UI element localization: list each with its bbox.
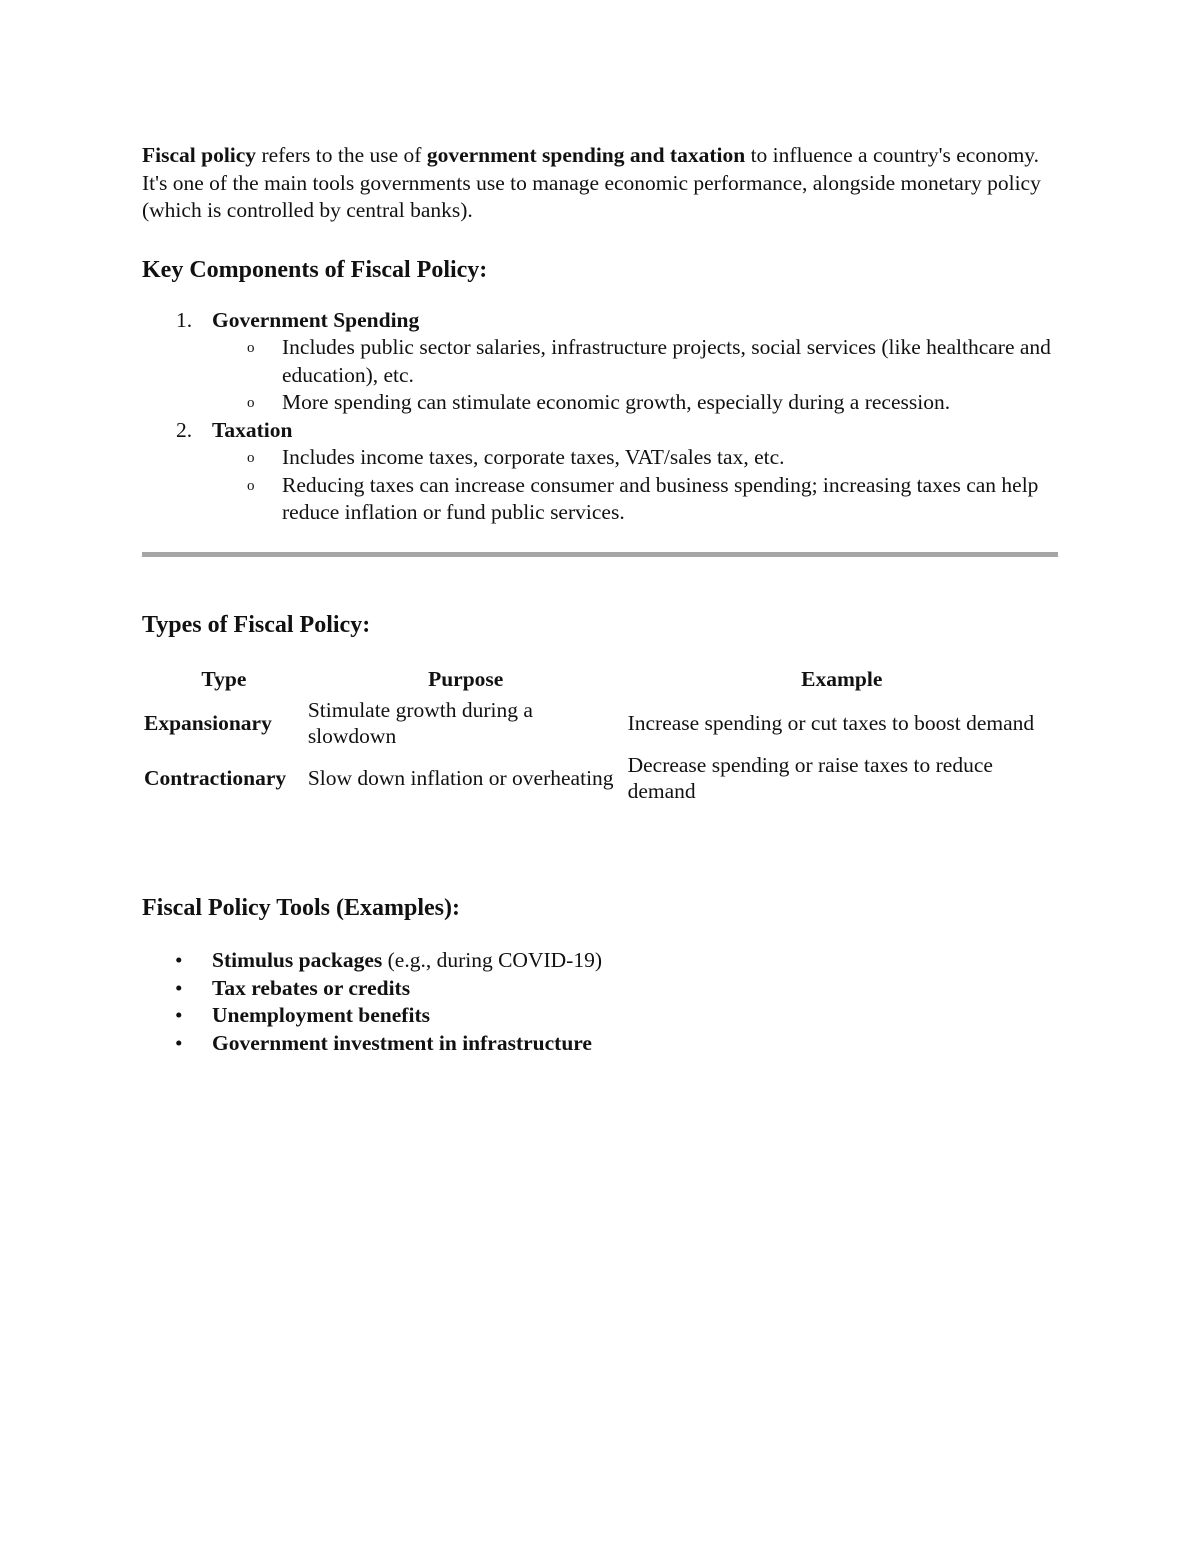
circle-bullet-icon: o [247, 340, 255, 356]
component-point [212, 334, 1058, 389]
circle-bullet-icon: o [247, 477, 255, 494]
component-point [212, 472, 1058, 527]
list-item [142, 1002, 1058, 1030]
bullet-icon: • [175, 948, 183, 972]
intro-paragraph [142, 142, 1058, 225]
horizontal-divider [142, 552, 1058, 557]
bullet-icon: • [175, 975, 183, 1000]
component-number: 1. [176, 307, 193, 332]
purpose-cell: Stimulate growth during a slowdown [307, 698, 533, 748]
types-table [142, 666, 1058, 806]
component-points [212, 334, 1058, 417]
component-point [212, 444, 1058, 472]
column-header-example: Example [801, 667, 883, 691]
table-row [142, 751, 1058, 806]
component-point [212, 389, 1058, 417]
tool-name: Tax rebates or credits [212, 975, 411, 1000]
tool-note: (e.g., during COVID-19) [382, 948, 602, 972]
types-heading: Types of Fiscal Policy: [142, 612, 371, 638]
component-number: 2. [176, 417, 193, 442]
bullet-icon: • [175, 1030, 183, 1055]
intro-text-1: refers to the use of [256, 143, 427, 167]
component-item [142, 307, 1058, 417]
purpose-cell: Slow down inflation or overheating [307, 766, 614, 790]
component-title: Government Spending [212, 307, 420, 332]
intro-emphasis: government spending and taxation [426, 143, 746, 167]
list-item [142, 975, 1058, 1003]
key-components-heading: Key Components of Fiscal Policy: [142, 256, 488, 283]
example-cell: Decrease spending or raise taxes to reduce demand [627, 753, 993, 803]
point-text: Includes income taxes, corporate taxes, VAT/sales tax, etc. [282, 445, 785, 469]
types-section [142, 610, 1058, 806]
circle-bullet-icon: o [247, 450, 255, 466]
list-item [142, 947, 1058, 975]
tool-name: Unemployment benefits [212, 1003, 430, 1027]
table-header-row [142, 666, 1058, 696]
component-title: Taxation [212, 417, 293, 442]
component-points [212, 444, 1058, 527]
point-text: Reducing taxes can increase consumer and business spending; increasing taxes can help reduce inflation or fund public services. [282, 472, 1039, 524]
list-item [142, 1030, 1058, 1058]
document-page [142, 142, 1058, 527]
point-text: Includes public sector salaries, infrastructure projects, social services (like healthcare and education), etc. [282, 335, 1051, 387]
circle-bullet-icon: o [247, 395, 255, 411]
key-components-list [142, 307, 1058, 527]
component-item [142, 417, 1058, 527]
intro-term: Fiscal policy [142, 143, 257, 167]
type-cell: Contractionary [144, 766, 287, 790]
column-header-purpose: Purpose [428, 667, 504, 691]
tools-list [142, 947, 1058, 1057]
column-header-type: Type [201, 667, 247, 691]
type-cell: Expansionary [144, 711, 272, 735]
table-row [142, 696, 1058, 751]
bullet-icon: • [175, 1003, 183, 1027]
intro-text-2: to influence a country's economy. It's one of the main tools governments use to manage economic performance, alongside monetary policy (which is controlled by central banks). [142, 143, 1041, 222]
tools-heading: Fiscal Policy Tools (Examples): [142, 895, 460, 921]
tools-section [142, 893, 1058, 1057]
example-cell: Increase spending or cut taxes to boost demand [627, 711, 1035, 735]
tool-name: Government investment in infrastructure [212, 1030, 592, 1055]
point-text: More spending can stimulate economic growth, especially during a recession. [282, 390, 951, 414]
tool-name: Stimulus packages [212, 948, 383, 972]
